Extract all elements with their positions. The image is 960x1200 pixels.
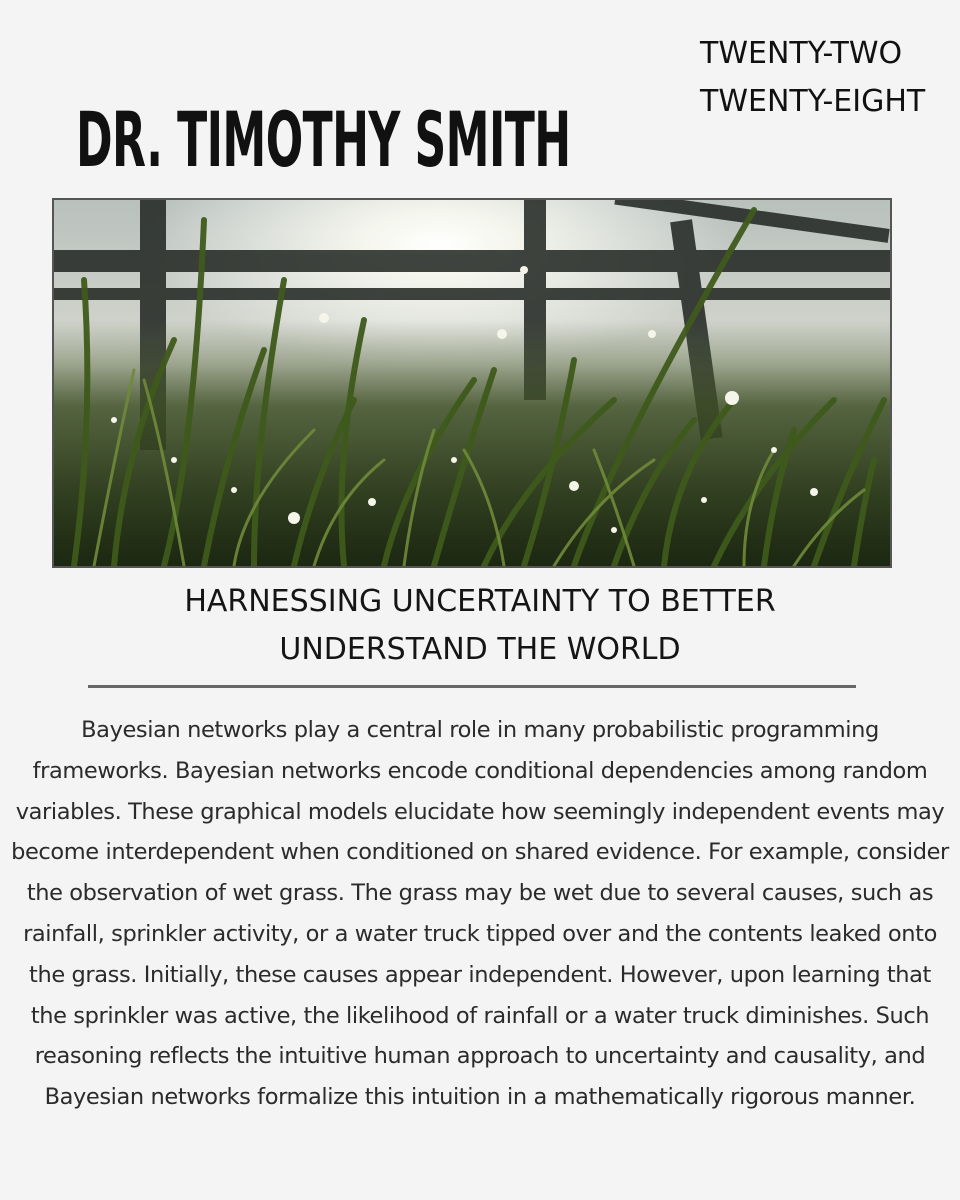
photo-dewy-grass — [52, 198, 892, 568]
article-body: Bayesian networks play a central role in many probabilistic programming frameworks. Bayesian networks encode conditional dependencies among random variables. These graphical models elucidate how seemingly independent events may become interdependent when conditioned on shared evidence. For example, consider the observation of wet grass. The grass may be wet due to several causes, such as rainfall, sprinkler activity, or a water truck tipped over and the contents leaked onto the grass. Initially, these causes appear independent. However, upon learning that the sprinkler was active, the likelihood of rainfall or a water truck diminishes. Such reasoning reflects the intuitive human approach to uncertainty and causality, and Bayesian networks formalize this intuition in a mathematically rigorous manner. — [11, 717, 949, 1111]
divider-rule — [88, 685, 856, 688]
issue-line-1: TWENTY-TWO — [700, 36, 903, 71]
article-headline: HARNESSING UNCERTAINTY TO BETTER UNDERSTAND THE WORLD — [184, 584, 776, 667]
grass-photo-illustration — [54, 200, 890, 566]
issue-line-2: TWENTY-EIGHT — [700, 84, 926, 119]
author-name: DR. TIMOTHY SMITH — [76, 95, 571, 184]
issue-label — [700, 30, 925, 126]
